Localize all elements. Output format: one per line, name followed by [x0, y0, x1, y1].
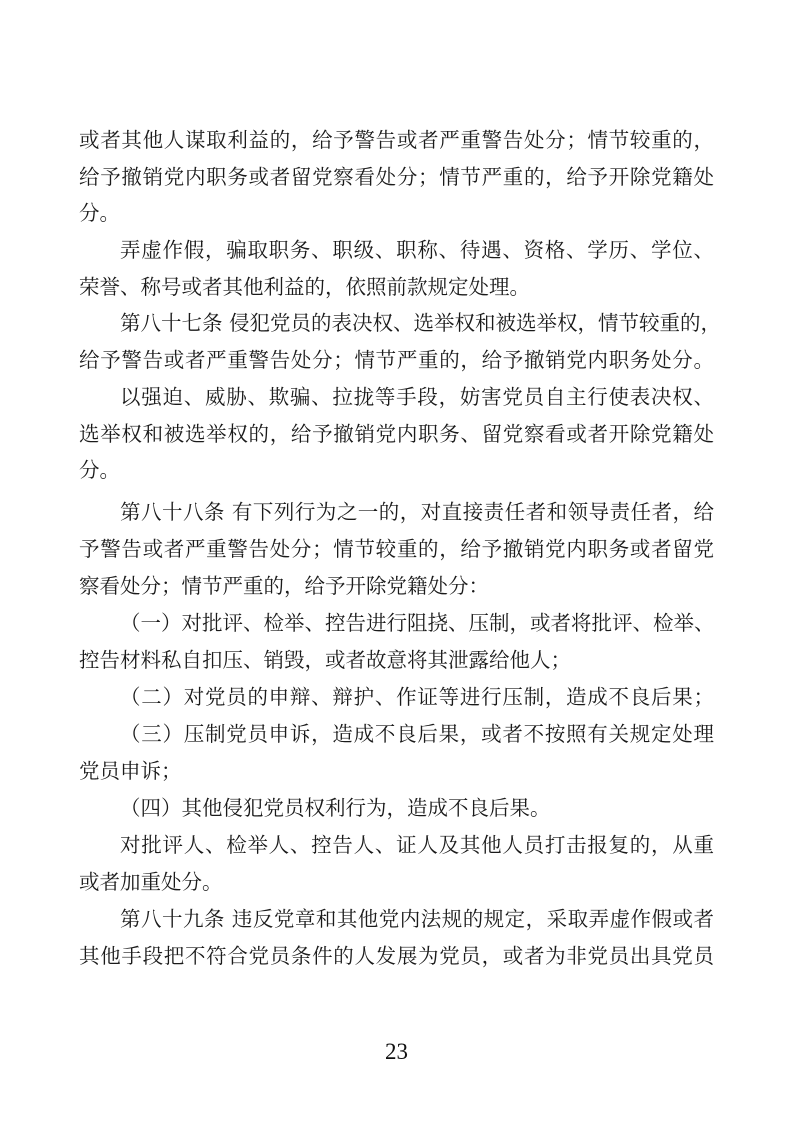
page-number: 23	[385, 1039, 408, 1064]
text-line: 以强迫、威胁、欺骗、拉拢等手段，妨害党员自主行使表决权、	[120, 385, 714, 409]
text-line: 或者加重处分。	[79, 870, 223, 894]
text-line: 对批评人、检举人、控告人、证人及其他人员打击报复的，从重	[120, 833, 714, 857]
text-line: 或者其他人谋取利益的，给予警告或者严重警告处分；情节较重的，	[79, 128, 714, 152]
list-item-line: （一）对批评、检举、控告进行阻挠、压制，或者将批评、检举、	[120, 611, 715, 635]
text-line: 党员申诉；	[79, 759, 182, 783]
article-heading-line: 第八十七条 侵犯党员的表决权、选举权和被选举权，情节较重的，	[120, 311, 722, 335]
text-line: 予警告或者严重警告处分；情节较重的，给予撤销党内职务或者留党	[79, 537, 714, 561]
text-line: 控告材料私自扣压、销毁，或者故意将其泄露给他人；	[79, 648, 571, 672]
list-item-line: （二）对党员的申辩、辩护、作证等进行压制，造成不良后果；	[120, 685, 714, 709]
text-line: 分。	[79, 458, 120, 482]
text-line: 给予撤销党内职务或者留党察看处分；情节严重的，给予开除党籍处	[79, 165, 714, 189]
list-item-line: （三）压制党员申诉，造成不良后果，或者不按照有关规定处理	[120, 722, 714, 746]
list-item-line: （四）其他侵犯党员权利行为，造成不良后果。	[120, 796, 551, 820]
text-line: 弄虚作假，骗取职务、职级、职称、待遇、资格、学历、学位、	[120, 238, 714, 262]
article-heading-line: 第八十八条 有下列行为之一的，对直接责任者和领导责任者，给	[120, 500, 714, 524]
text-line: 选举权和被选举权的，给予撤销党内职务、留党察看或者开除党籍处	[79, 422, 714, 446]
text-line: 分。	[79, 201, 120, 225]
article-heading-line: 第八十九条 违反党章和其他党内法规的规定，采取弄虚作假或者	[120, 907, 714, 931]
text-line: 察看处分；情节严重的，给予开除党籍处分：	[79, 574, 489, 598]
text-line: 荣誉、称号或者其他利益的，依照前款规定处理。	[79, 275, 530, 299]
text-line: 其他手段把不符合党员条件的人发展为党员，或者为非党员出具党员	[79, 944, 714, 968]
text-line: 给予警告或者严重警告处分；情节严重的，给予撤销党内职务处分。	[79, 348, 714, 372]
